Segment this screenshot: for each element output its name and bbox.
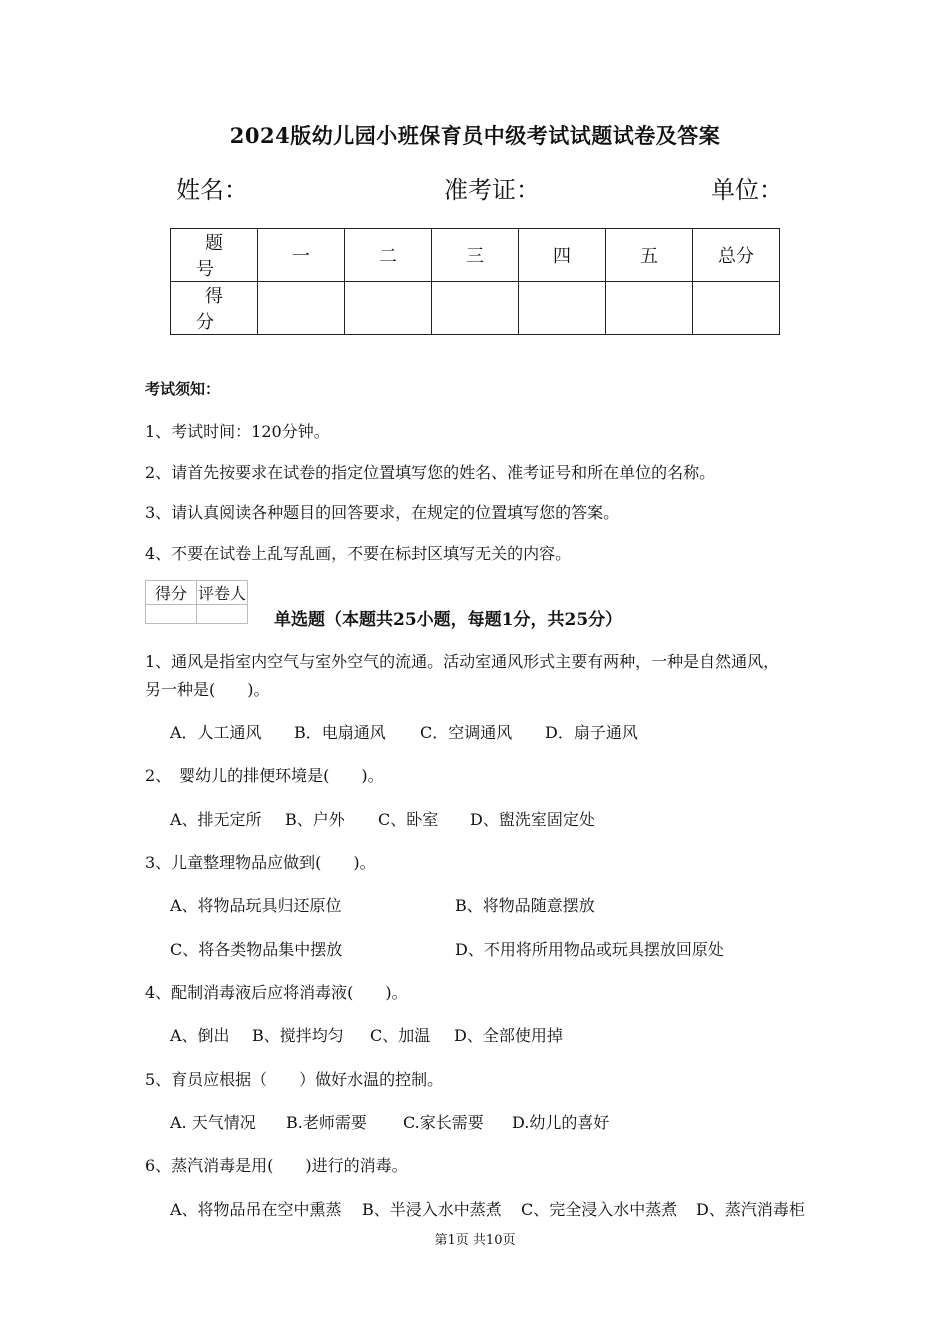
- option-d[interactable]: D.幼儿的喜好: [512, 1113, 610, 1132]
- option-c[interactable]: C、将各类物品集中摆放: [170, 940, 343, 959]
- grader-box: [145, 580, 248, 624]
- option-c[interactable]: C、加温: [370, 1026, 431, 1045]
- score-table-header-cell: 二: [345, 229, 432, 282]
- option-a[interactable]: A．人工通风: [170, 723, 262, 742]
- option-d[interactable]: D、蒸汽消毒柜: [696, 1200, 805, 1219]
- score-cell[interactable]: [693, 282, 780, 335]
- question-stem: 6、蒸汽消毒是用( )进行的消毒。: [145, 1156, 408, 1175]
- notice-item: 1、考试时间：120分钟。: [145, 422, 330, 441]
- notice-item: 2、请首先按要求在试卷的指定位置填写您的姓名、准考证号和所在单位的名称。: [145, 463, 716, 482]
- option-a[interactable]: A、将物品吊在空中熏蒸: [170, 1200, 342, 1219]
- score-table-header-cell: 五: [606, 229, 693, 282]
- page-title: 2024版幼儿园小班保育员中级考试试题试卷及答案: [229, 123, 721, 148]
- score-cell[interactable]: [258, 282, 345, 335]
- grader-name-label: 评卷人: [197, 581, 248, 605]
- score-table-header-row: [171, 229, 780, 282]
- option-b[interactable]: B.老师需要: [286, 1113, 367, 1132]
- score-table-header-cell: 三: [432, 229, 519, 282]
- option-a[interactable]: A、排无定所: [170, 810, 262, 829]
- grader-name-cell[interactable]: [197, 605, 248, 624]
- question-stem: 2、 婴幼儿的排便环境是( )。: [145, 766, 384, 785]
- question-stem-continued: 另一种是( )。: [145, 680, 270, 699]
- score-cell[interactable]: [345, 282, 432, 335]
- exam-id-field-label: 准考证：: [444, 176, 540, 204]
- option-c[interactable]: C．空调通风: [420, 723, 513, 742]
- grader-score-cell[interactable]: [146, 605, 197, 624]
- option-c[interactable]: C.家长需要: [403, 1113, 484, 1132]
- grader-score-label: 得分: [146, 581, 197, 605]
- question-stem: 4、配制消毒液后应将消毒液( )。: [145, 983, 408, 1002]
- score-table-header-cell: 一: [258, 229, 345, 282]
- option-d[interactable]: D、全部使用掉: [454, 1026, 563, 1045]
- page-footer: 第1页 共10页: [434, 1233, 516, 1248]
- score-cell[interactable]: [606, 282, 693, 335]
- option-b[interactable]: B．电扇通风: [294, 723, 386, 742]
- score-row-label: 得分: [171, 282, 258, 335]
- score-cell[interactable]: [519, 282, 606, 335]
- question-stem: 1、通风是指室内空气与室外空气的流通。活动室通风形式主要有两种，一种是自然通风，: [145, 652, 780, 671]
- option-d[interactable]: D、盥洗室固定处: [470, 810, 595, 829]
- score-table: [170, 228, 780, 335]
- option-b[interactable]: B、户外: [285, 810, 345, 829]
- score-table-score-row: [171, 282, 780, 335]
- score-table-header-cell: 题号: [171, 229, 258, 282]
- option-a[interactable]: A、倒出: [170, 1026, 230, 1045]
- notice-item: 3、请认真阅读各种题目的回答要求，在规定的位置填写您的答案。: [145, 503, 620, 522]
- option-a[interactable]: A. 天气情况: [170, 1113, 256, 1132]
- option-d[interactable]: D、不用将所用物品或玩具摆放回原处: [455, 940, 724, 959]
- section-title: 单选题（本题共25小题，每题1分，共25分）: [274, 610, 623, 630]
- question-stem: 3、儿童整理物品应做到( )。: [145, 853, 376, 872]
- option-d[interactable]: D．扇子通风: [545, 723, 638, 742]
- option-b[interactable]: B、半浸入水中蒸煮: [362, 1200, 502, 1219]
- notice-title: 考试须知：: [145, 380, 221, 398]
- option-c[interactable]: C、卧室: [378, 810, 439, 829]
- score-table-header-cell: 总分: [693, 229, 780, 282]
- option-b[interactable]: B、将物品随意摆放: [455, 896, 595, 915]
- name-field-label: 姓名：: [176, 176, 248, 204]
- question-stem: 5、育员应根据（ ）做好水温的控制。: [145, 1070, 444, 1089]
- option-b[interactable]: B、搅拌均匀: [252, 1026, 344, 1045]
- score-cell[interactable]: [432, 282, 519, 335]
- unit-field-label: 单位：: [711, 176, 783, 204]
- score-table-header-cell: 四: [519, 229, 606, 282]
- notice-item: 4、不要在试卷上乱写乱画，不要在标封区填写无关的内容。: [145, 544, 572, 563]
- option-a[interactable]: A、将物品玩具归还原位: [170, 896, 342, 915]
- option-c[interactable]: C、完全浸入水中蒸煮: [521, 1200, 678, 1219]
